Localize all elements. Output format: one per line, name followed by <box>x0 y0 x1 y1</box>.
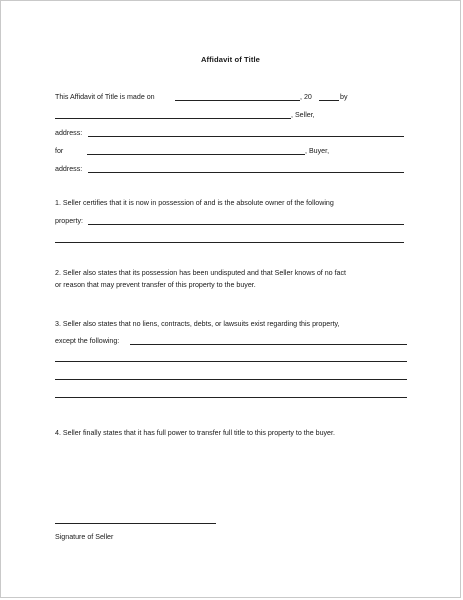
intro-made-on-text: This Affidavit of Title is made on <box>55 93 155 101</box>
except-label: except the following: <box>55 337 120 345</box>
clause-2-line-2: or reason that may prevent transfer of this property to the buyer. <box>55 281 256 289</box>
property-label: property: <box>55 217 83 225</box>
date-blank[interactable] <box>175 100 300 101</box>
signature-label: Signature of Seller <box>55 533 114 541</box>
clause-2-line-1: 2. Seller also states that its possession has been undisputed and that Seller knows of no fact <box>55 269 347 277</box>
intro-year-text: , 20 <box>300 93 312 101</box>
clause-3-text: 3. Seller also states that no liens, contracts, debts, or lawsuits exist regarding this property, <box>55 320 340 328</box>
year-blank[interactable] <box>319 100 339 101</box>
seller-label: , Seller, <box>291 111 315 119</box>
for-label: for <box>55 147 64 155</box>
seller-address-label: address: <box>55 129 83 137</box>
exceptions-blank-1[interactable] <box>130 344 407 345</box>
clause-4-text: 4. Seller finally states that it has full power to transfer full title to this property to the buyer. <box>55 429 335 437</box>
buyer-address-blank[interactable] <box>88 172 404 173</box>
exceptions-blank-2[interactable] <box>55 361 407 362</box>
buyer-name-blank[interactable] <box>87 154 305 155</box>
seller-name-blank[interactable] <box>55 118 291 119</box>
buyer-label: , Buyer, <box>305 147 330 155</box>
intro-by-text: by <box>340 93 348 101</box>
seller-signature-line[interactable] <box>55 523 216 524</box>
exceptions-blank-4[interactable] <box>55 397 407 398</box>
property-blank-2[interactable] <box>55 242 404 243</box>
exceptions-blank-3[interactable] <box>55 379 407 380</box>
document-title: Affidavit of Title <box>200 55 261 64</box>
clause-1-text: 1. Seller certifies that it is now in possession of and is the absolute owner of the following <box>55 199 334 207</box>
property-blank-1[interactable] <box>88 224 404 225</box>
buyer-address-label: address: <box>55 165 83 173</box>
seller-address-blank[interactable] <box>88 136 404 137</box>
